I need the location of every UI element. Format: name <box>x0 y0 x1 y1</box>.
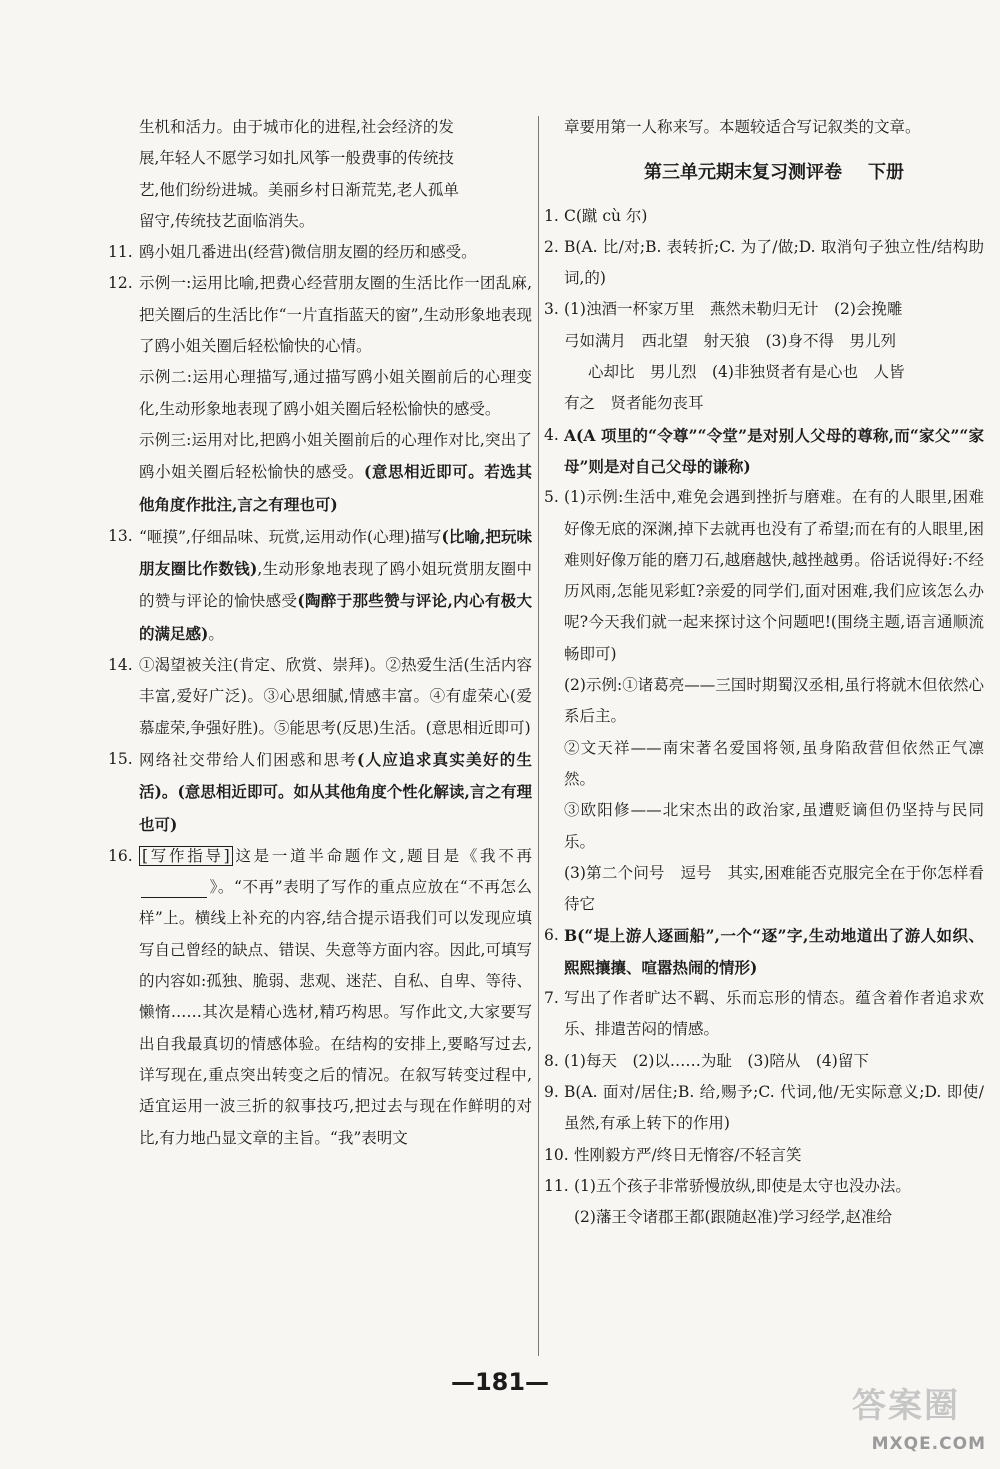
answer-text: (1)每天 (2)以……为耻 (3)陪从 (4)留下 <box>564 1051 869 1070</box>
answer-4 <box>544 420 984 483</box>
answer-10 <box>544 1140 984 1171</box>
example-3-note: (意思相近即可。若选其他角度作批注,言之有理也可) <box>139 462 532 514</box>
answer-text: C(蹴 cù 尔) <box>564 206 648 225</box>
writing-guide-label: [写作指导] <box>139 846 233 866</box>
answer-5 <box>544 482 984 920</box>
answer-14 <box>108 650 532 744</box>
answer-line: 有之 贤者能勿丧耳 <box>564 394 704 413</box>
answer-text: B(A. 比/对;B. 表转折;C. 为了/做;D. 取消句子独立性/结构助词,的) <box>564 237 984 288</box>
answer-number: 6. <box>544 926 559 945</box>
answer-1 <box>544 201 984 232</box>
section-title-text: 第三单元期末复习测评卷 <box>644 162 842 184</box>
answer-text: A(A 项里的“令尊”“令堂”是对别人父母的尊称,而“家父”“家母”则是对自己父母的谦称) <box>564 425 984 476</box>
answer-line: 弓如满月 西北望 射天狼 (3)身不得 男儿列 <box>564 331 896 350</box>
example-3-text: 示例三:运用对比,把鸥小姐关圈前后的心理作对比,突出了鸥小姐关圈后轻松愉快的感受。 <box>139 430 532 482</box>
answer-text: B(A. 面对/居住;B. 给,赐予;C. 代词,他/无实际意义;D. 即使/虽然,有承上转下的作用) <box>564 1082 984 1133</box>
intro-line: 生机和活力。由于城市化的进程,社会经济的发 <box>139 118 454 136</box>
answer-note: (比喻,把玩味朋友圈比作数钱) <box>139 526 532 579</box>
answer-note: (人应追求真实美好的生活)。(意思相近即可。如从其他角度个性化解读,言之有理也可) <box>139 749 532 834</box>
answer-text: 》。“不再”表明了写作的重点应放在“不再怎么样”上。横线上补充的内容,结合提示语我们可以发现应填写自己曾经的缺点、错误、失意等方面内容。因此,可填写的内容如:孤独、脆弱、悲观、迷茫、自私、自卑、等待、懒惰……其次是精心选材,精巧构思。写作此文,大家要写出自我最真切的情感体验。在结构的安排上,要略写过去,详写现在,重点突出转变之后的情况。在叙写转变过程中,适宜运用一波三折的叙事技巧,把过去与现在作鲜明的对比,有力地凸显文章的主旨。“我”表明文 <box>139 878 532 1147</box>
answer-text: 鸥小姐几番进出(经营)微信朋友圈的经历和感受。 <box>139 243 477 262</box>
answer-number: 11. <box>108 243 133 262</box>
answer-text: 这是一道半命题作文,题目是《我不再 <box>232 846 532 865</box>
answer-line: 心却比 男儿烈 (4)非独贤者有是心也 人皆 <box>588 363 905 382</box>
answer-15 <box>108 744 532 841</box>
title-blank-line <box>141 879 207 898</box>
answer-number: 10. <box>544 1145 569 1164</box>
example-1: 示例一:运用比喻,把费心经营朋友圈的生活比作一团乱麻,把关圈后的生活比作“一片直指蓝天的窗”,生动形象地表现了鸥小姐关圈后轻松愉快的心情。 <box>139 274 532 356</box>
intro-line: 艺,他们纷纷进城。美丽乡村日渐荒芜,老人孤单 <box>139 180 459 199</box>
answer-text: 写出了作者旷达不羁、乐而忘形的情态。蕴含着作者追求欢乐、排遣苦闷的情感。 <box>564 989 984 1039</box>
answer-number: 16. <box>108 846 133 865</box>
right-column <box>544 112 984 1233</box>
answer-text: “咂摸”,仔细品味、玩赏,运用动作(心理)描写 <box>139 527 442 546</box>
answer-part-1: (1)示例:生活中,难免会遇到挫折与磨难。在有的人眼里,困难好像无底的深渊,掉下去就再也没有了希望;而在有的人眼里,困难则好像万能的磨刀石,越磨越快,越挫越勇。俗话说得好:不经历风雨,怎能见彩虹?亲爱的同学们,面对困难,我们应该怎么办呢?今天我们就一起来探讨这个问题吧!(围绕主题,语言通顺流畅即可) <box>564 488 985 663</box>
answer-number: 7. <box>544 989 559 1008</box>
answer-number: 15. <box>108 749 133 768</box>
answer-part-4: ③欧阳修——北宋杰出的政治家,虽遭贬谪但仍坚持与民同乐。 <box>564 801 984 851</box>
answer-text: 网络社交带给人们困惑和思考 <box>139 750 357 769</box>
answer-part-2: (2)藩王令诸郡王都(跟随赵准)学习经学,赵准给 <box>574 1208 892 1227</box>
watermark-logo <box>846 1376 996 1460</box>
answer-13 <box>108 521 532 650</box>
section-subtitle: 下册 <box>868 162 904 184</box>
example-2: 示例二:运用心理描写,通过描写鸥小姐关圈前后的心理变化,生动形象地表现了鸥小姐关圈后轻松愉快的感受。 <box>139 368 532 418</box>
answer-6 <box>544 920 984 983</box>
answer-text: 。 <box>208 624 224 643</box>
answer-text: ,生动形象地表现了鸥小姐玩赏朋友圈中的赞与评论的愉快感受 <box>139 560 532 611</box>
watermark-logo-text: 答案圈 <box>852 1386 960 1426</box>
answer-number: 13. <box>108 526 133 545</box>
answer-text: 性刚毅方严/终日无惰容/不轻言笑 <box>574 1145 802 1164</box>
answer-number: 5. <box>544 488 559 507</box>
example-3 <box>139 425 532 521</box>
answer-number: 14. <box>108 656 133 675</box>
column-divider <box>538 116 539 1356</box>
section-title <box>544 157 984 188</box>
answer-9 <box>544 1077 984 1140</box>
intro-paragraph <box>108 112 532 237</box>
intro-line: 留守,传统技艺面临消失。 <box>139 211 315 230</box>
answer-number: 3. <box>544 300 559 319</box>
answer-7 <box>544 983 984 1046</box>
answer-number: 11. <box>544 1176 569 1195</box>
answer-number: 4. <box>544 425 559 444</box>
answer-part-5: (3)第二个问号 逗号 其实,困难能否克服完全在于你怎样看待它 <box>564 863 984 914</box>
answer-number: 8. <box>544 1051 559 1070</box>
answer-3 <box>544 294 984 419</box>
answer-11-right <box>544 1171 984 1234</box>
answer-note: (陶醉于那些赞与评论,内心有极大的满足感) <box>139 591 532 643</box>
answer-12 <box>108 268 532 520</box>
answer-number: 9. <box>544 1082 559 1101</box>
answer-number: 1. <box>544 206 559 225</box>
answer-part-3: ②文天祥——南宋著名爱国将领,虽身陷敌营但依然正气凛然。 <box>564 738 984 788</box>
answer-line: (1)浊酒一杯家万里 燕然未勒归无计 (2)会挽雕 <box>564 300 903 319</box>
intro-line: 展,年轻人不愿学习如扎风筝一般费事的传统技 <box>139 149 454 168</box>
left-column <box>108 112 532 1154</box>
watermark-site-text: MXQE.COM <box>871 1434 986 1454</box>
answer-2 <box>544 232 984 295</box>
answer-text: B(“堤上游人逐画船”,一个“逐”字,生动地道出了游人如织、熙熙攘攘、喧嚣热闹的情形) <box>564 926 984 977</box>
answer-8 <box>544 1046 984 1077</box>
answer-number: 12. <box>108 274 133 293</box>
answer-part-1: (1)五个孩子非常骄慢放纵,即使是太守也没办法。 <box>574 1176 911 1195</box>
answer-16 <box>108 841 532 1154</box>
answer-number: 2. <box>544 237 559 256</box>
continued-text: 章要用第一人称来写。本题较适合写记叙类的文章。 <box>564 118 921 136</box>
answer-text: ①渴望被关注(肯定、欣赏、崇拜)。②热爱生活(生活内容丰富,爱好广泛)。③心思细腻,情感丰富。④有虚荣心(爱慕虚荣,争强好胜)。⑤能思考(反思)生活。(意思相近即可) <box>139 656 532 737</box>
answer-part-2: (2)示例:①诸葛亮——三国时期蜀汉丞相,虽行将就木但依然心系后主。 <box>564 676 984 726</box>
answer-11 <box>108 237 532 268</box>
page-number: —181— <box>450 1368 550 1396</box>
